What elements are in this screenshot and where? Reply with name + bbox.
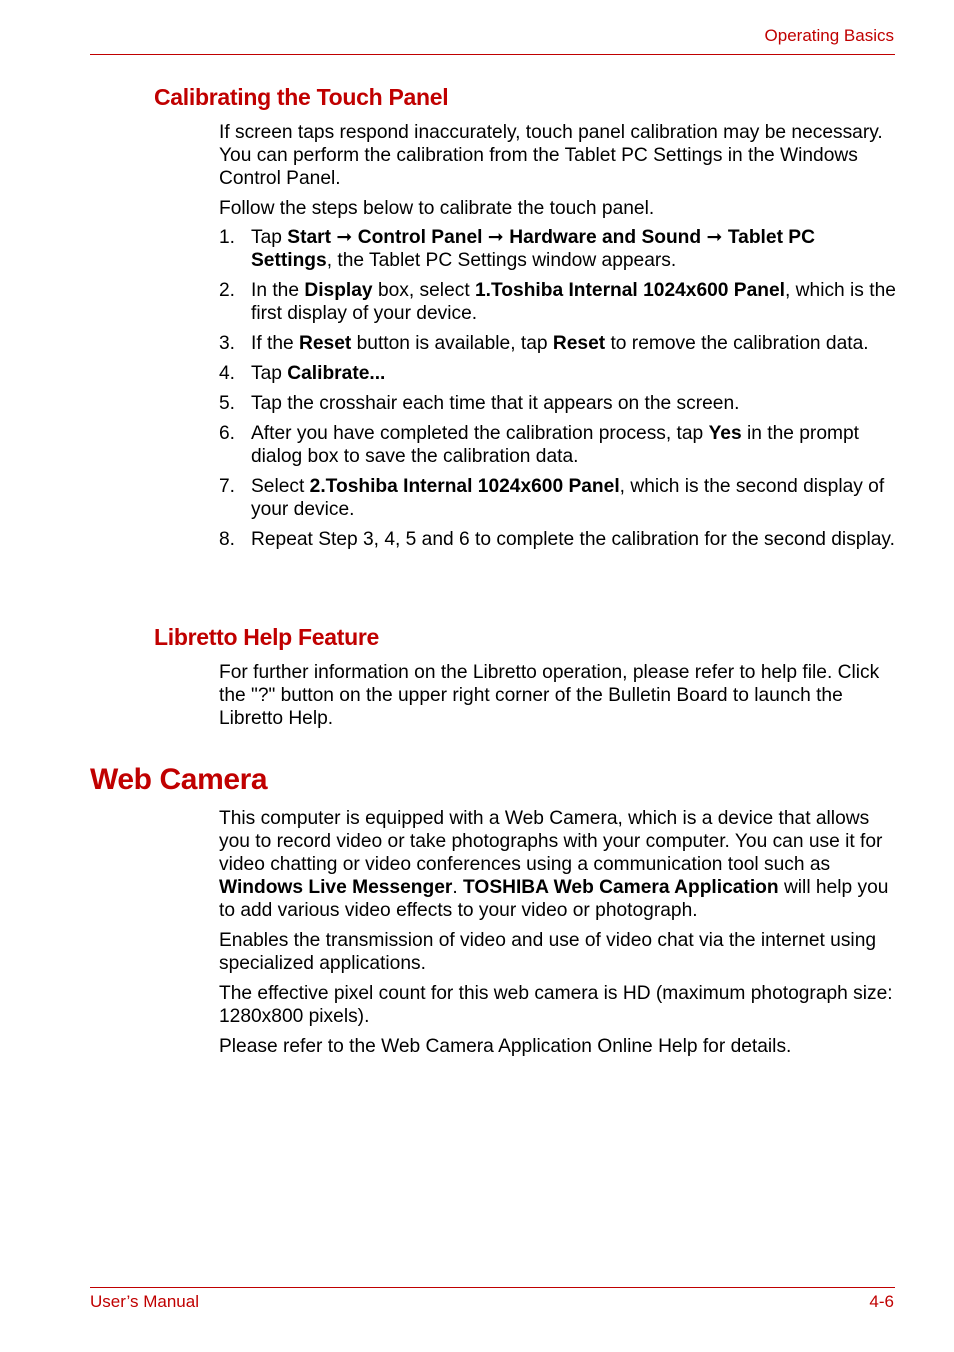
- heading-web-camera: Web Camera: [90, 763, 268, 796]
- text-run: This computer is equipped with a Web Camera, which is a device that allows you to record video or take photographs with your computer. You can use it for video chatting or video conferences using a communication tool such as: [219, 808, 883, 875]
- list-item: [219, 475, 899, 521]
- text-run: ➞: [701, 227, 728, 248]
- text-run: , which is the first display of your device.: [251, 280, 896, 324]
- text-run: Select: [251, 476, 310, 497]
- step-number: 4.: [219, 363, 236, 384]
- bold-term: TOSHIBA Web Camera Application: [463, 877, 779, 898]
- list-item: [219, 528, 899, 551]
- text-run: Tap: [251, 227, 288, 248]
- libretto-text: For further information on the Libretto operation, please refer to help file. Click the "?" button on the upper right corner of the Bulletin Board to launch the Libretto Help.: [219, 662, 880, 729]
- heading-calibrating: Calibrating the Touch Panel: [154, 84, 449, 110]
- step-number: 2.: [219, 280, 236, 301]
- step-number: 1.: [219, 227, 236, 248]
- text-run: ➞: [482, 227, 510, 248]
- text-run: will help you to add various video effects to your video or photograph.: [219, 877, 889, 921]
- list-item: [219, 392, 899, 415]
- list-item: [219, 362, 899, 385]
- bold-term: Hardware and Sound: [509, 227, 702, 248]
- list-item: [219, 226, 899, 272]
- webcam-paragraph-4: Please refer to the Web Camera Application Online Help for details.: [219, 1036, 792, 1057]
- list-item: [219, 422, 899, 468]
- calibration-steps: [219, 226, 899, 551]
- page-number: 4-6: [869, 1292, 894, 1311]
- bold-term: Reset: [552, 333, 606, 354]
- bold-term: Calibrate...: [287, 363, 386, 384]
- text-run: in the prompt dialog box to save the calibration data.: [251, 423, 859, 467]
- bold-term: Yes: [708, 423, 742, 444]
- text-run: to remove the calibration data.: [605, 333, 869, 354]
- bold-term: Control Panel: [357, 227, 483, 248]
- webcam-body: [219, 807, 899, 1058]
- text-run: button is available, tap: [351, 333, 553, 354]
- footer-rule: [90, 1287, 895, 1288]
- calibrating-intro-2: Follow the steps below to calibrate the touch panel.: [219, 198, 655, 219]
- webcam-paragraph-3: The effective pixel count for this web camera is HD (maximum photograph size: 1280x800 pixels).: [219, 983, 893, 1027]
- text-run: Tap the crosshair each time that it appears on the screen.: [251, 393, 740, 414]
- step-number: 5.: [219, 393, 236, 414]
- text-run: In the: [251, 280, 305, 301]
- step-number: 8.: [219, 529, 236, 550]
- bold-term: 1.Toshiba Internal 1024x600 Panel: [475, 280, 785, 301]
- text-run: box, select: [372, 280, 475, 301]
- libretto-body: [219, 661, 899, 730]
- step-number: 6.: [219, 423, 236, 444]
- text-run: After you have completed the calibration process, tap: [251, 423, 709, 444]
- webcam-paragraph-1: [219, 807, 899, 922]
- list-item: [219, 279, 899, 325]
- bold-term: Display: [304, 280, 373, 301]
- header-rule: [90, 54, 895, 55]
- text-run: .: [452, 877, 464, 898]
- bold-term: 2.Toshiba Internal 1024x600 Panel: [309, 476, 620, 497]
- bold-term: Tablet PC Settings: [251, 227, 815, 271]
- heading-libretto: Libretto Help Feature: [154, 624, 380, 650]
- step-number: 3.: [219, 333, 236, 354]
- text-run: ➞: [330, 227, 358, 248]
- text-run: , which is the second display of your device.: [251, 476, 885, 520]
- calibrating-intro-1: If screen taps respond inaccurately, touch panel calibration may be necessary. You can perform the calibration from the Tablet PC Settings in the Windows Control Panel.: [219, 122, 883, 189]
- footer-manual-title: User’s Manual: [90, 1292, 199, 1311]
- calibrating-body: [219, 121, 899, 551]
- bold-term: Windows Live Messenger: [219, 877, 453, 898]
- text-run: Tap: [251, 363, 288, 384]
- running-header: Operating Basics: [764, 26, 894, 45]
- step-number: 7.: [219, 476, 236, 497]
- bold-term: Start: [287, 227, 331, 248]
- text-run: If the: [251, 333, 299, 354]
- webcam-paragraph-2: Enables the transmission of video and use of video chat via the internet using specialized applications.: [219, 930, 877, 974]
- text-run: , the Tablet PC Settings window appears.: [326, 250, 677, 271]
- bold-term: Reset: [299, 333, 352, 354]
- text-run: Repeat Step 3, 4, 5 and 6 to complete the calibration for the second display.: [251, 529, 895, 550]
- list-item: [219, 332, 899, 355]
